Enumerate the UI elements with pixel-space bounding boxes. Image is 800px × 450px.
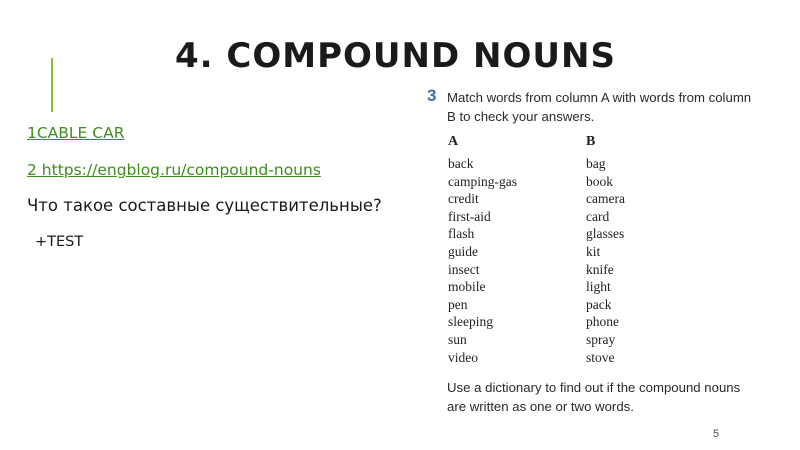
page-number: 5 xyxy=(713,428,720,440)
slide-title: 4. COMPOUND NOUNS xyxy=(175,36,616,76)
column-a-word: sun xyxy=(448,331,467,347)
column-a-list xyxy=(448,155,517,366)
column-b-word: light xyxy=(586,279,611,295)
column-b-word: pack xyxy=(586,296,612,312)
column-b-word: phone xyxy=(586,314,619,330)
column-b-word: glasses xyxy=(586,226,625,242)
column-a-word: flash xyxy=(448,226,475,242)
column-a-header: A xyxy=(448,134,459,149)
column-b-word: stove xyxy=(586,349,615,365)
column-a-word: sleeping xyxy=(448,314,493,330)
engblog-link[interactable]: 2 https://engblog.ru/compound-nouns xyxy=(27,161,321,179)
column-a-word: mobile xyxy=(448,279,486,295)
exercise-footer: Use a dictionary to find out if the compound nouns are written as one or two words. xyxy=(447,380,741,414)
column-a-word: first-aid xyxy=(448,208,491,224)
column-b-word: knife xyxy=(586,261,614,277)
column-b-word: spray xyxy=(586,331,616,347)
test-text: +TEST xyxy=(35,234,84,250)
column-b-word: bag xyxy=(586,156,606,171)
column-a-word: credit xyxy=(448,191,479,207)
textbook-exercise xyxy=(422,82,752,422)
column-a-word: camping-gas xyxy=(448,173,517,189)
column-b-list xyxy=(586,155,625,366)
cable-car-link[interactable]: 1CABLE CAR xyxy=(27,124,125,142)
accent-bar xyxy=(51,58,53,112)
exercise-number: 3 xyxy=(427,86,437,105)
column-b-header: B xyxy=(586,134,596,149)
column-b-word: card xyxy=(586,208,610,224)
column-a-word: video xyxy=(448,349,478,365)
column-a-word: back xyxy=(448,156,474,171)
column-b-word: book xyxy=(586,173,613,189)
exercise-instruction: Match words from column A with words from column B to check your answers. xyxy=(447,90,752,124)
column-a-word: pen xyxy=(448,296,468,312)
column-b-word: camera xyxy=(586,191,625,207)
column-b-word: kit xyxy=(586,243,601,259)
column-a-word: guide xyxy=(448,243,478,259)
question-text: Что такое составные существительные? xyxy=(27,196,382,215)
column-a-word: insect xyxy=(448,261,480,277)
